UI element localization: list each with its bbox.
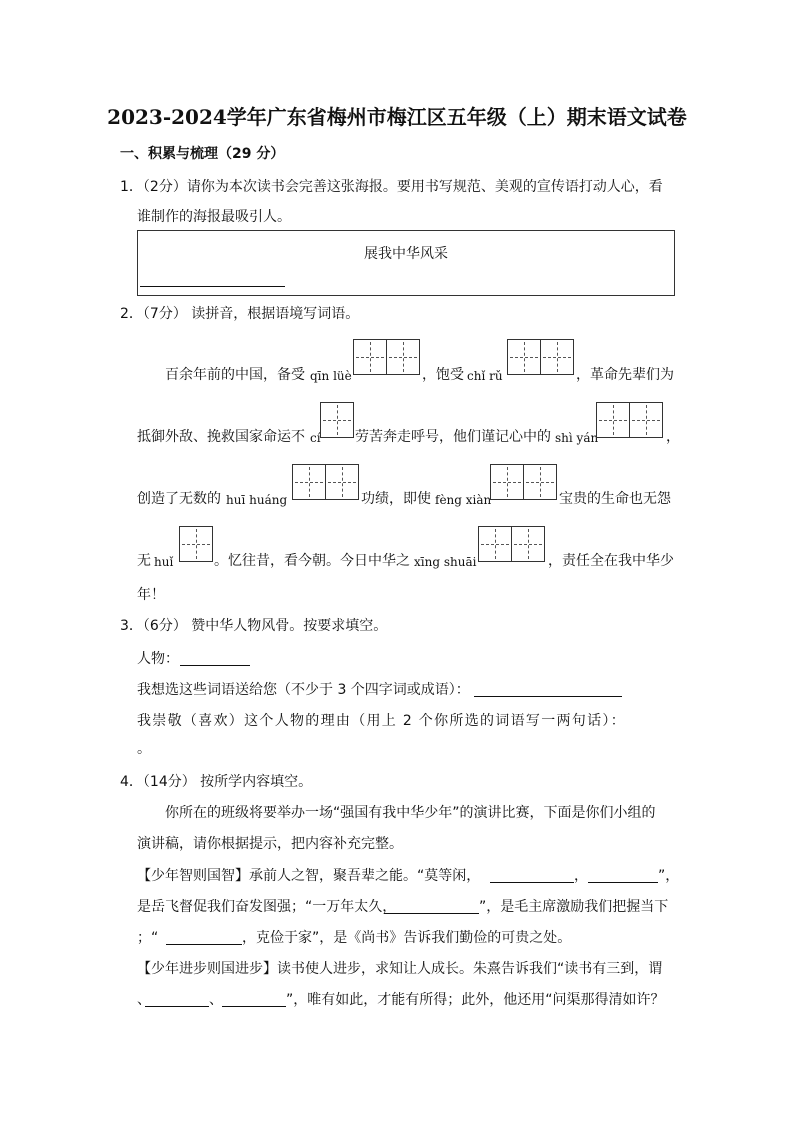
q2-text: 。忆往昔，看今朝。今日中华之	[214, 553, 410, 569]
char-cell[interactable]	[292, 464, 326, 500]
char-cell[interactable]	[320, 402, 354, 438]
char-cell[interactable]	[386, 339, 420, 375]
char-grid[interactable]	[596, 402, 663, 438]
poster-box	[137, 230, 675, 296]
char-grid[interactable]	[490, 464, 557, 500]
q4-text: 【少年智则国智】承前人之智，聚吾辈之能。“莫等闲，	[137, 868, 481, 884]
q4-text: ，克俭于家”，是《尚书》告诉我们勤俭的可贵之处。	[242, 930, 572, 946]
char-cell[interactable]	[540, 339, 574, 375]
q3-heading: 3．（6分） 赞中华人物风骨。按要求填空。	[120, 618, 388, 634]
q4-text: 是岳飞督促我们奋发图强；“一万年太久，	[137, 899, 397, 915]
q4-text: 【少年进步则国进步】读书使人进步，求知让人成长。朱熹告诉我们“读书有三到，谓	[137, 961, 663, 977]
pinyin-label: qīn lüè	[310, 369, 352, 383]
q4-text: 、	[137, 992, 151, 1008]
q4-blank[interactable]	[222, 1006, 286, 1007]
char-grid[interactable]	[320, 402, 354, 438]
q2-heading: 2．（7分） 读拼音，根据语境写词语。	[120, 306, 360, 322]
q4-text: ；“	[137, 930, 159, 946]
q2-text: ，	[666, 429, 680, 445]
pinyin-label: fèng xiàn	[435, 493, 492, 507]
pinyin-label: chǐ rǔ	[467, 369, 503, 383]
poster-title: 展我中华风采	[364, 246, 448, 262]
q4-text: ”，	[658, 868, 680, 884]
q4-blank[interactable]	[490, 882, 574, 883]
q4-text: ”，是毛主席激励我们把握当下	[479, 899, 669, 915]
q3-reason-label: 我崇敬（喜欢）这个人物的理由（用上 2 个你所选的词语写一两句话）：	[137, 713, 627, 729]
q2-text: 宝贵的生命也无怨	[559, 491, 671, 507]
q2-text: ，革命先辈们为	[576, 367, 674, 383]
q3-words-blank[interactable]	[474, 696, 622, 697]
char-cell[interactable]	[629, 402, 663, 438]
q4-text: ，	[574, 868, 588, 884]
q1-line-2: 谁制作的海报最吸引人。	[137, 209, 291, 225]
q1-line-1: 1．（2分）请你为本次读书会完善这张海报。要用书写规范、美观的宣传语打动人心，看	[120, 179, 663, 195]
pinyin-label: huǐ	[154, 555, 174, 569]
char-cell[interactable]	[511, 526, 545, 562]
q3-person-label: 人物：	[137, 651, 179, 667]
q3-person-blank[interactable]	[180, 665, 250, 666]
char-cell[interactable]	[490, 464, 524, 500]
char-grid[interactable]	[353, 339, 420, 375]
exam-title: 2023-2024学年广东省梅州市梅江区五年级（上）期末语文试卷	[107, 105, 687, 129]
section-heading: 一、积累与梳理（29 分）	[120, 146, 285, 162]
q4-blank[interactable]	[145, 1006, 209, 1007]
char-cell[interactable]	[325, 464, 359, 500]
q3-end: 。	[137, 741, 151, 757]
poster-answer-line[interactable]	[140, 286, 285, 287]
char-grid[interactable]	[292, 464, 359, 500]
q2-text: 百余年前的中国，备受	[165, 367, 305, 383]
char-cell[interactable]	[353, 339, 387, 375]
q2-text: 功绩，即使	[361, 491, 431, 507]
q4-blank[interactable]	[384, 913, 479, 914]
char-cell[interactable]	[179, 526, 213, 562]
char-grid[interactable]	[478, 526, 545, 562]
char-grid[interactable]	[507, 339, 574, 375]
char-cell[interactable]	[507, 339, 541, 375]
q4-intro-1: 你所在的班级将要举办一场“强国有我中华少年”的演讲比赛，下面是你们小组的	[165, 805, 656, 821]
char-grid[interactable]	[179, 526, 213, 562]
q4-blank[interactable]	[166, 944, 242, 945]
q2-text: ，饱受	[422, 367, 464, 383]
q4-heading: 4．（14分） 按所学内容填空。	[120, 774, 313, 790]
q4-text: ”，唯有如此，才能有所得；此外，他还用“问渠那得清如许？	[286, 992, 665, 1008]
pinyin-label: huī huáng	[226, 493, 288, 507]
q2-text: 抵御外敌、挽救国家命运不	[137, 429, 305, 445]
q4-blank[interactable]	[588, 882, 658, 883]
pinyin-label: shì yán	[555, 431, 599, 445]
char-cell[interactable]	[478, 526, 512, 562]
q4-intro-2: 演讲稿，请你根据提示，把内容补充完整。	[137, 836, 403, 852]
q3-words-label: 我想选这些词语送给您（不少于 3 个四字词或成语）：	[137, 682, 470, 698]
q2-text: 无	[137, 553, 151, 569]
q4-text: 、	[209, 992, 223, 1008]
q2-text: 劳苦奔走呼号，他们谨记心中的	[355, 429, 551, 445]
q2-text: 年！	[137, 587, 165, 603]
q2-text: ，责任全在我中华少	[548, 553, 674, 569]
char-cell[interactable]	[596, 402, 630, 438]
pinyin-label: xīng shuāi	[414, 555, 477, 569]
q2-text: 创造了无数的	[137, 491, 221, 507]
pinyin-label: cí	[310, 431, 321, 445]
char-cell[interactable]	[523, 464, 557, 500]
